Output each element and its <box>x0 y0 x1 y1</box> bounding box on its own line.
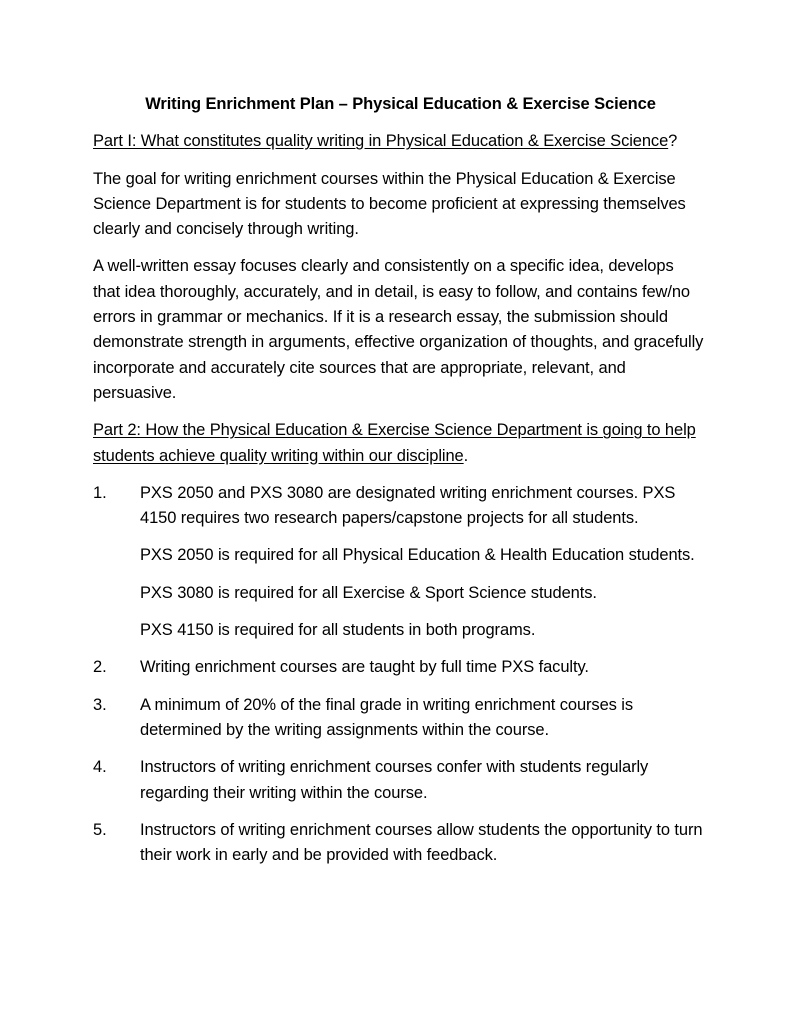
numbered-list <box>93 481 705 869</box>
list-item <box>93 655 705 680</box>
list-item-text: Writing enrichment courses are taught by full time PXS faculty. <box>140 658 589 677</box>
paragraph-well-written-essay: A well-written essay focuses clearly and consistently on a specific idea, develops that idea thoroughly, accurately, and in detail, is easy to follow, and contains few/no errors in grammar or mechanics. If it is a research essay, the submission should demonstrate strength in arguments, effective organization of thoughts, and gracefully incorporate and accurately cite sources that are appropriate, relevant, and persuasive. <box>93 257 704 402</box>
list-item-text: Instructors of writing enrichment courses allow students the opportunity to turn their work in early and be provided with feedback. <box>140 820 703 865</box>
paragraph-goal: The goal for writing enrichment courses within the Physical Education & Exercise Science Department is for students to become proficient at expressing themselves clearly and concisely through writing. <box>93 169 686 239</box>
part2-heading <box>93 418 705 469</box>
part2-heading-suffix: . <box>463 446 469 465</box>
list-item <box>93 693 705 744</box>
list-item-text: A minimum of 20% of the final grade in writing enrichment courses is determined by the writing assignments within the course. <box>140 695 634 739</box>
list-sub-item: PXS 2050 is required for all Physical Education & Health Education students. <box>140 546 695 565</box>
list-item-number: 2. <box>93 658 107 677</box>
list-item <box>93 818 705 869</box>
list-item <box>93 481 705 643</box>
list-item-number: 1. <box>93 483 107 502</box>
list-item-number: 4. <box>93 758 107 777</box>
list-item-number: 5. <box>93 820 107 839</box>
part1-heading <box>93 129 705 154</box>
list-item-body <box>140 481 705 643</box>
list-item-text: Instructors of writing enrichment courses confer with students regularly regarding their writing within the course. <box>140 758 649 802</box>
document-page <box>93 92 705 880</box>
list-item-number: 3. <box>93 695 107 714</box>
list-sub-item: PXS 3080 is required for all Exercise & Sport Science students. <box>140 583 597 602</box>
document-title: Writing Enrichment Plan – Physical Education & Exercise Science <box>145 95 656 113</box>
list-item <box>93 755 705 806</box>
part2-heading-text: Part 2: How the Physical Education & Exercise Science Department is going to help students achieve quality writing within our discipline <box>93 421 696 465</box>
part1-heading-text: Part I: What constitutes quality writing in Physical Education & Exercise Science <box>93 132 669 151</box>
list-sub-item: PXS 4150 is required for all students in both programs. <box>140 621 536 640</box>
part1-heading-suffix: ? <box>668 132 678 151</box>
list-item-text: PXS 2050 and PXS 3080 are designated writing enrichment courses. PXS 4150 requires two research papers/capstone projects for all students. <box>140 483 676 528</box>
